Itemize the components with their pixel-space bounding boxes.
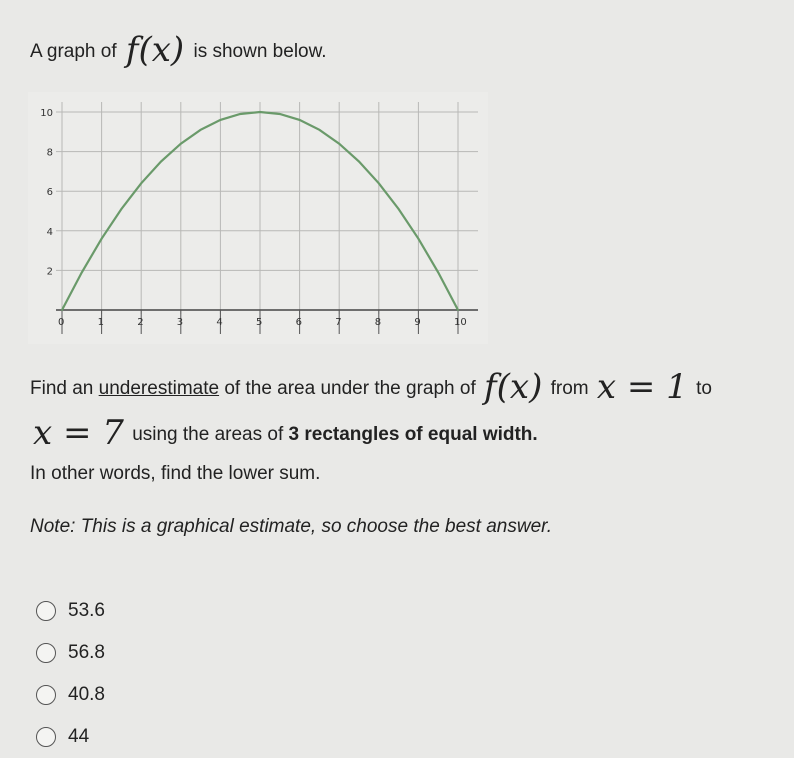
x-tick-label: 4 bbox=[216, 317, 223, 328]
question-part5: using the areas of bbox=[132, 424, 284, 445]
upper-bound: x = 7 bbox=[33, 413, 124, 453]
option-label: 44 bbox=[68, 726, 90, 747]
option-label: 40.8 bbox=[68, 684, 105, 705]
curve-point bbox=[378, 182, 380, 184]
underestimate-word: underestimate bbox=[98, 378, 220, 399]
curve-point bbox=[259, 111, 261, 113]
radio-button[interactable] bbox=[36, 601, 56, 621]
x-tick-label: 5 bbox=[256, 317, 263, 328]
rectangles-text: 3 rectangles of equal width. bbox=[288, 424, 538, 445]
x-tick-label: 9 bbox=[414, 317, 421, 328]
curve-point bbox=[319, 129, 321, 131]
function-graph bbox=[28, 92, 488, 344]
question-part4: to bbox=[696, 378, 712, 399]
curve-point bbox=[160, 161, 162, 163]
x-tick-label: 1 bbox=[97, 317, 104, 328]
option-2[interactable] bbox=[36, 632, 105, 674]
y-tick-label: 2 bbox=[46, 266, 53, 278]
curve-point bbox=[61, 309, 63, 311]
curve-point bbox=[180, 143, 182, 145]
grid bbox=[28, 92, 488, 344]
curve-point bbox=[81, 271, 83, 273]
x-tick-label: 3 bbox=[176, 317, 184, 328]
answer-options bbox=[36, 590, 105, 758]
y-tick-label: 10 bbox=[40, 108, 53, 119]
curve-point bbox=[299, 119, 301, 121]
x-tick-label: 6 bbox=[295, 317, 302, 328]
note-text: Note: This is a graphical estimate, so choose the best answer. bbox=[30, 516, 553, 537]
curve-point bbox=[437, 271, 439, 273]
curve-point bbox=[418, 238, 420, 240]
lower-sum-text: In other words, find the lower sum. bbox=[30, 463, 321, 484]
option-3[interactable] bbox=[36, 674, 105, 716]
curve-point bbox=[338, 143, 340, 145]
x-tick-label: 2 bbox=[137, 317, 144, 328]
plot-background bbox=[28, 92, 488, 344]
question-part2: of the area under the graph of bbox=[224, 378, 476, 399]
y-tick-label: 8 bbox=[46, 147, 53, 159]
intro-prefix: A graph of bbox=[30, 41, 117, 62]
curve-point bbox=[220, 119, 222, 121]
curve-point bbox=[121, 208, 123, 210]
intro-line bbox=[30, 30, 327, 72]
intro-function: f(x) bbox=[125, 30, 185, 70]
curve-point bbox=[101, 238, 103, 240]
question-part3: from bbox=[550, 378, 589, 399]
radio-button[interactable] bbox=[36, 643, 56, 663]
curve-point bbox=[140, 182, 142, 184]
curve-point bbox=[358, 161, 360, 163]
x-tick-label: 8 bbox=[374, 317, 382, 328]
option-4[interactable] bbox=[36, 716, 105, 758]
x-tick-label: 7 bbox=[335, 317, 342, 328]
radio-button[interactable] bbox=[36, 727, 56, 747]
y-tick-label: 4 bbox=[46, 226, 53, 238]
x-tick-label: 0 bbox=[58, 317, 65, 328]
intro-suffix: is shown below. bbox=[193, 41, 327, 62]
question-function: f(x) bbox=[484, 367, 543, 407]
question-part1: Find an bbox=[30, 378, 94, 399]
curve-point bbox=[398, 208, 400, 210]
lower-bound: x = 1 bbox=[596, 367, 688, 407]
x-tick-label: 10 bbox=[454, 317, 467, 328]
option-1[interactable] bbox=[36, 590, 105, 632]
option-label: 53.6 bbox=[68, 600, 105, 621]
question-text bbox=[30, 365, 770, 457]
option-label: 56.8 bbox=[68, 642, 105, 663]
y-tick-label: 6 bbox=[46, 187, 53, 199]
radio-button[interactable] bbox=[36, 685, 56, 705]
curve-point bbox=[200, 129, 202, 131]
curve-point bbox=[457, 309, 459, 311]
curve-point bbox=[239, 113, 241, 115]
curve-point bbox=[279, 113, 281, 115]
